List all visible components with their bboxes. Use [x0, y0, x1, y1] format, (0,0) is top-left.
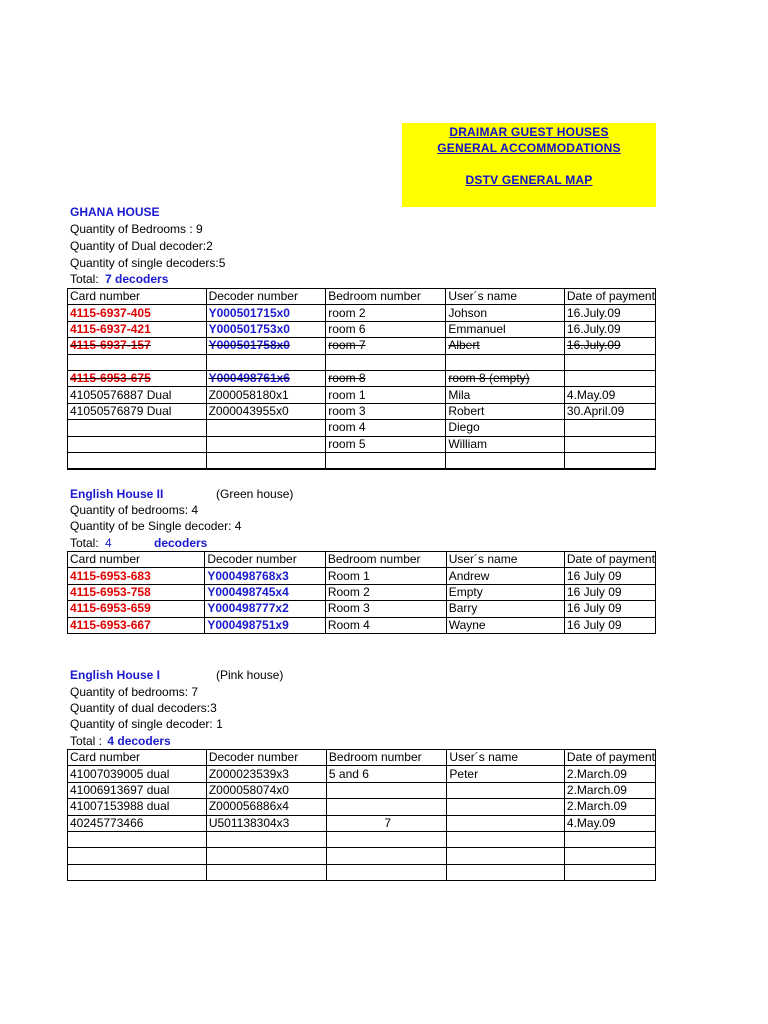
decoder-number: Z000058074x0: [206, 782, 326, 798]
payment-date: [564, 420, 655, 436]
english1-title: English House I: [70, 668, 161, 682]
header-decoder-number: Decoder number: [206, 289, 326, 305]
header-user-name: User´s name: [446, 552, 564, 568]
empty-cell: [68, 831, 207, 847]
decoder-number: Y000501753x0: [206, 321, 326, 337]
table-row: [68, 387, 656, 403]
table-row: [68, 584, 656, 600]
empty-cell: [68, 848, 207, 864]
user-name: William: [446, 436, 565, 452]
card-number: 4115-6953-758: [68, 584, 205, 600]
user-name: Johson: [446, 305, 565, 321]
header-card-number: Card number: [68, 552, 205, 568]
table-row: [68, 766, 656, 782]
title-box: [402, 123, 656, 207]
empty-cell: [564, 848, 655, 864]
bedroom-number: room 6: [326, 321, 446, 337]
decoder-number: Y000498761x6: [206, 370, 326, 386]
payment-date: 16 July 09: [564, 584, 655, 600]
empty-cell: [68, 864, 207, 880]
english2-note: (Green house): [216, 487, 294, 501]
card-number: 4115-6937-421: [68, 321, 207, 337]
user-name: Emmanuel: [446, 321, 565, 337]
card-number: 4115-6953-675: [68, 370, 207, 386]
empty-cell: [326, 864, 446, 880]
decoder-number: Y000498751x9: [205, 617, 326, 633]
decoder-number: Y000498768x3: [205, 568, 326, 584]
card-number: 4115-6937-157: [68, 338, 207, 354]
table-header-row: [68, 552, 656, 568]
bedroom-number: room 1: [326, 387, 446, 403]
card-number: 40245773466: [68, 815, 207, 831]
header-date-of-payment: Date of payment: [564, 552, 655, 568]
english1-total-value: 4 decoders: [107, 734, 171, 748]
title-line-1: DRAIMAR GUEST HOUSES: [449, 125, 609, 139]
english2-total-num: 4: [105, 536, 112, 550]
table-header-row: [68, 750, 656, 766]
payment-date: 16.July.09: [564, 338, 655, 354]
english1-total: [70, 734, 171, 748]
card-number: 41007153988 dual: [68, 799, 207, 815]
bedroom-number: room 2: [326, 305, 446, 321]
header-user-name: User´s name: [447, 750, 565, 766]
english2-title: English House II: [70, 487, 164, 501]
table-row: [68, 601, 656, 617]
card-number: 41006913697 dual: [68, 782, 207, 798]
english2-table: [67, 551, 656, 634]
bedroom-number: 5 and 6: [326, 766, 446, 782]
empty-cell: [446, 354, 565, 370]
card-number: 41050576879 Dual: [68, 403, 207, 419]
ghana-table: [67, 288, 656, 470]
bedroom-number: Room 3: [325, 601, 446, 617]
empty-cell: [447, 848, 565, 864]
decoder-number: [206, 436, 326, 452]
header-decoder-number: Decoder number: [205, 552, 326, 568]
ghana-dual: Quantity of Dual decoder:2: [70, 239, 213, 253]
bedroom-number: [326, 782, 446, 798]
empty-cell: [447, 864, 565, 880]
bedroom-number: room 8: [326, 370, 446, 386]
bedroom-number: 7: [326, 815, 446, 831]
payment-date: 2.March.09: [564, 782, 655, 798]
table-row: [68, 436, 656, 452]
payment-date: 2.March.09: [564, 799, 655, 815]
ghana-single: Quantity of single decoders:5: [70, 256, 226, 270]
english2-bedrooms: Quantity of bedrooms: 4: [70, 503, 199, 517]
card-number: [68, 420, 207, 436]
header-bedroom-number: Bedroom number: [325, 552, 446, 568]
bedroom-number: room 7: [326, 338, 446, 354]
decoder-number: Y000498777x2: [205, 601, 326, 617]
card-number: [68, 436, 207, 452]
empty-cell: [206, 831, 326, 847]
bedroom-number: Room 1: [325, 568, 446, 584]
bedroom-number: room 5: [326, 436, 446, 452]
empty-cell: [564, 452, 655, 469]
header-user-name: User´s name: [446, 289, 565, 305]
title-line-2: GENERAL ACCOMMODATIONS: [437, 141, 621, 155]
table-row: [68, 782, 656, 798]
empty-cell: [564, 864, 655, 880]
card-number: 4115-6937-405: [68, 305, 207, 321]
user-name: Barry: [446, 601, 564, 617]
empty-cell: [206, 354, 326, 370]
empty-cell: [206, 452, 326, 469]
user-name: Empty: [446, 584, 564, 600]
table-row: [68, 370, 656, 386]
english1-single: Quantity of single decoder: 1: [70, 717, 223, 731]
empty-cell: [447, 831, 565, 847]
header-bedroom-number: Bedroom number: [326, 750, 446, 766]
user-name: room 8 (empty): [446, 370, 565, 386]
payment-date: 4.May.09: [564, 815, 655, 831]
table-row: [68, 403, 656, 419]
empty-cell: [446, 452, 565, 469]
table-row: [68, 831, 656, 847]
decoder-number: Z000056886x4: [206, 799, 326, 815]
decoder-number: Z000023539x3: [206, 766, 326, 782]
table-row: [68, 305, 656, 321]
user-name: Albert: [446, 338, 565, 354]
decoder-number: Y000501758x0: [206, 338, 326, 354]
payment-date: 4.May.09: [564, 387, 655, 403]
table-row: [68, 321, 656, 337]
user-name: Mila: [446, 387, 565, 403]
bedroom-number: Room 4: [325, 617, 446, 633]
payment-date: 16 July 09: [564, 568, 655, 584]
payment-date: 16.July.09: [564, 321, 655, 337]
english1-total-label: Total :: [70, 734, 103, 748]
table-row: [68, 420, 656, 436]
table-row: [68, 864, 656, 880]
ghana-bedrooms: Quantity of Bedrooms : 9: [70, 222, 203, 236]
english2-single: Quantity of be Single decoder: 4: [70, 519, 242, 533]
english1-table: [67, 749, 656, 881]
payment-date: 30.April.09: [564, 403, 655, 419]
user-name: Andrew: [446, 568, 564, 584]
title-line-3: DSTV GENERAL MAP: [465, 173, 593, 187]
empty-cell: [326, 848, 446, 864]
ghana-total-value: 7 decoders: [105, 272, 169, 286]
table-header-row: [68, 289, 656, 305]
decoder-number: Z000043955x0: [206, 403, 326, 419]
payment-date: 16.July.09: [564, 305, 655, 321]
empty-cell: [564, 354, 655, 370]
empty-cell: [326, 354, 446, 370]
decoder-number: U501138304x3: [206, 815, 326, 831]
card-number: 4115-6953-659: [68, 601, 205, 617]
card-number: 41007039005 dual: [68, 766, 207, 782]
card-number: 4115-6953-667: [68, 617, 205, 633]
ghana-house-title: GHANA HOUSE: [70, 205, 160, 219]
table-row: [68, 354, 656, 370]
table-row: [68, 568, 656, 584]
english2-total: [70, 536, 112, 550]
header-date-of-payment: Date of payment: [564, 289, 655, 305]
payment-date: [564, 436, 655, 452]
empty-cell: [206, 848, 326, 864]
decoder-number: [206, 420, 326, 436]
english1-dual: Quantity of dual decoders:3: [70, 701, 217, 715]
empty-cell: [326, 452, 446, 469]
empty-cell: [68, 452, 207, 469]
payment-date: [564, 370, 655, 386]
card-number: 4115-6953-683: [68, 568, 205, 584]
table-row: [68, 815, 656, 831]
user-name: Robert: [446, 403, 565, 419]
empty-cell: [326, 831, 446, 847]
header-date-of-payment: Date of payment: [564, 750, 655, 766]
user-name: [447, 799, 565, 815]
payment-date: 2.March.09: [564, 766, 655, 782]
header-card-number: Card number: [68, 289, 207, 305]
english2-total-label: Total:: [70, 536, 99, 550]
english1-note: (Pink house): [216, 668, 284, 682]
table-row: [68, 848, 656, 864]
user-name: Wayne: [446, 617, 564, 633]
table-row: [68, 452, 656, 469]
empty-cell: [564, 831, 655, 847]
card-number: 41050576887 Dual: [68, 387, 207, 403]
header-decoder-number: Decoder number: [206, 750, 326, 766]
table-row: [68, 338, 656, 354]
bedroom-number: room 4: [326, 420, 446, 436]
decoder-number: Y000501715x0: [206, 305, 326, 321]
ghana-total-label: Total:: [70, 272, 99, 286]
bedroom-number: [326, 799, 446, 815]
ghana-total: [70, 272, 168, 286]
header-card-number: Card number: [68, 750, 207, 766]
bedroom-number: Room 2: [325, 584, 446, 600]
table-row: [68, 617, 656, 633]
decoder-number: Y000498745x4: [205, 584, 326, 600]
empty-cell: [68, 354, 207, 370]
user-name: Diego: [446, 420, 565, 436]
decoder-number: Z000058180x1: [206, 387, 326, 403]
header-bedroom-number: Bedroom number: [326, 289, 446, 305]
user-name: [447, 815, 565, 831]
payment-date: 16 July 09: [564, 617, 655, 633]
empty-cell: [206, 864, 326, 880]
bedroom-number: room 3: [326, 403, 446, 419]
english2-total-word: decoders: [154, 536, 208, 550]
english1-bedrooms: Quantity of bedrooms: 7: [70, 685, 199, 699]
user-name: Peter: [447, 766, 565, 782]
table-row: [68, 799, 656, 815]
user-name: [447, 782, 565, 798]
payment-date: 16 July 09: [564, 601, 655, 617]
